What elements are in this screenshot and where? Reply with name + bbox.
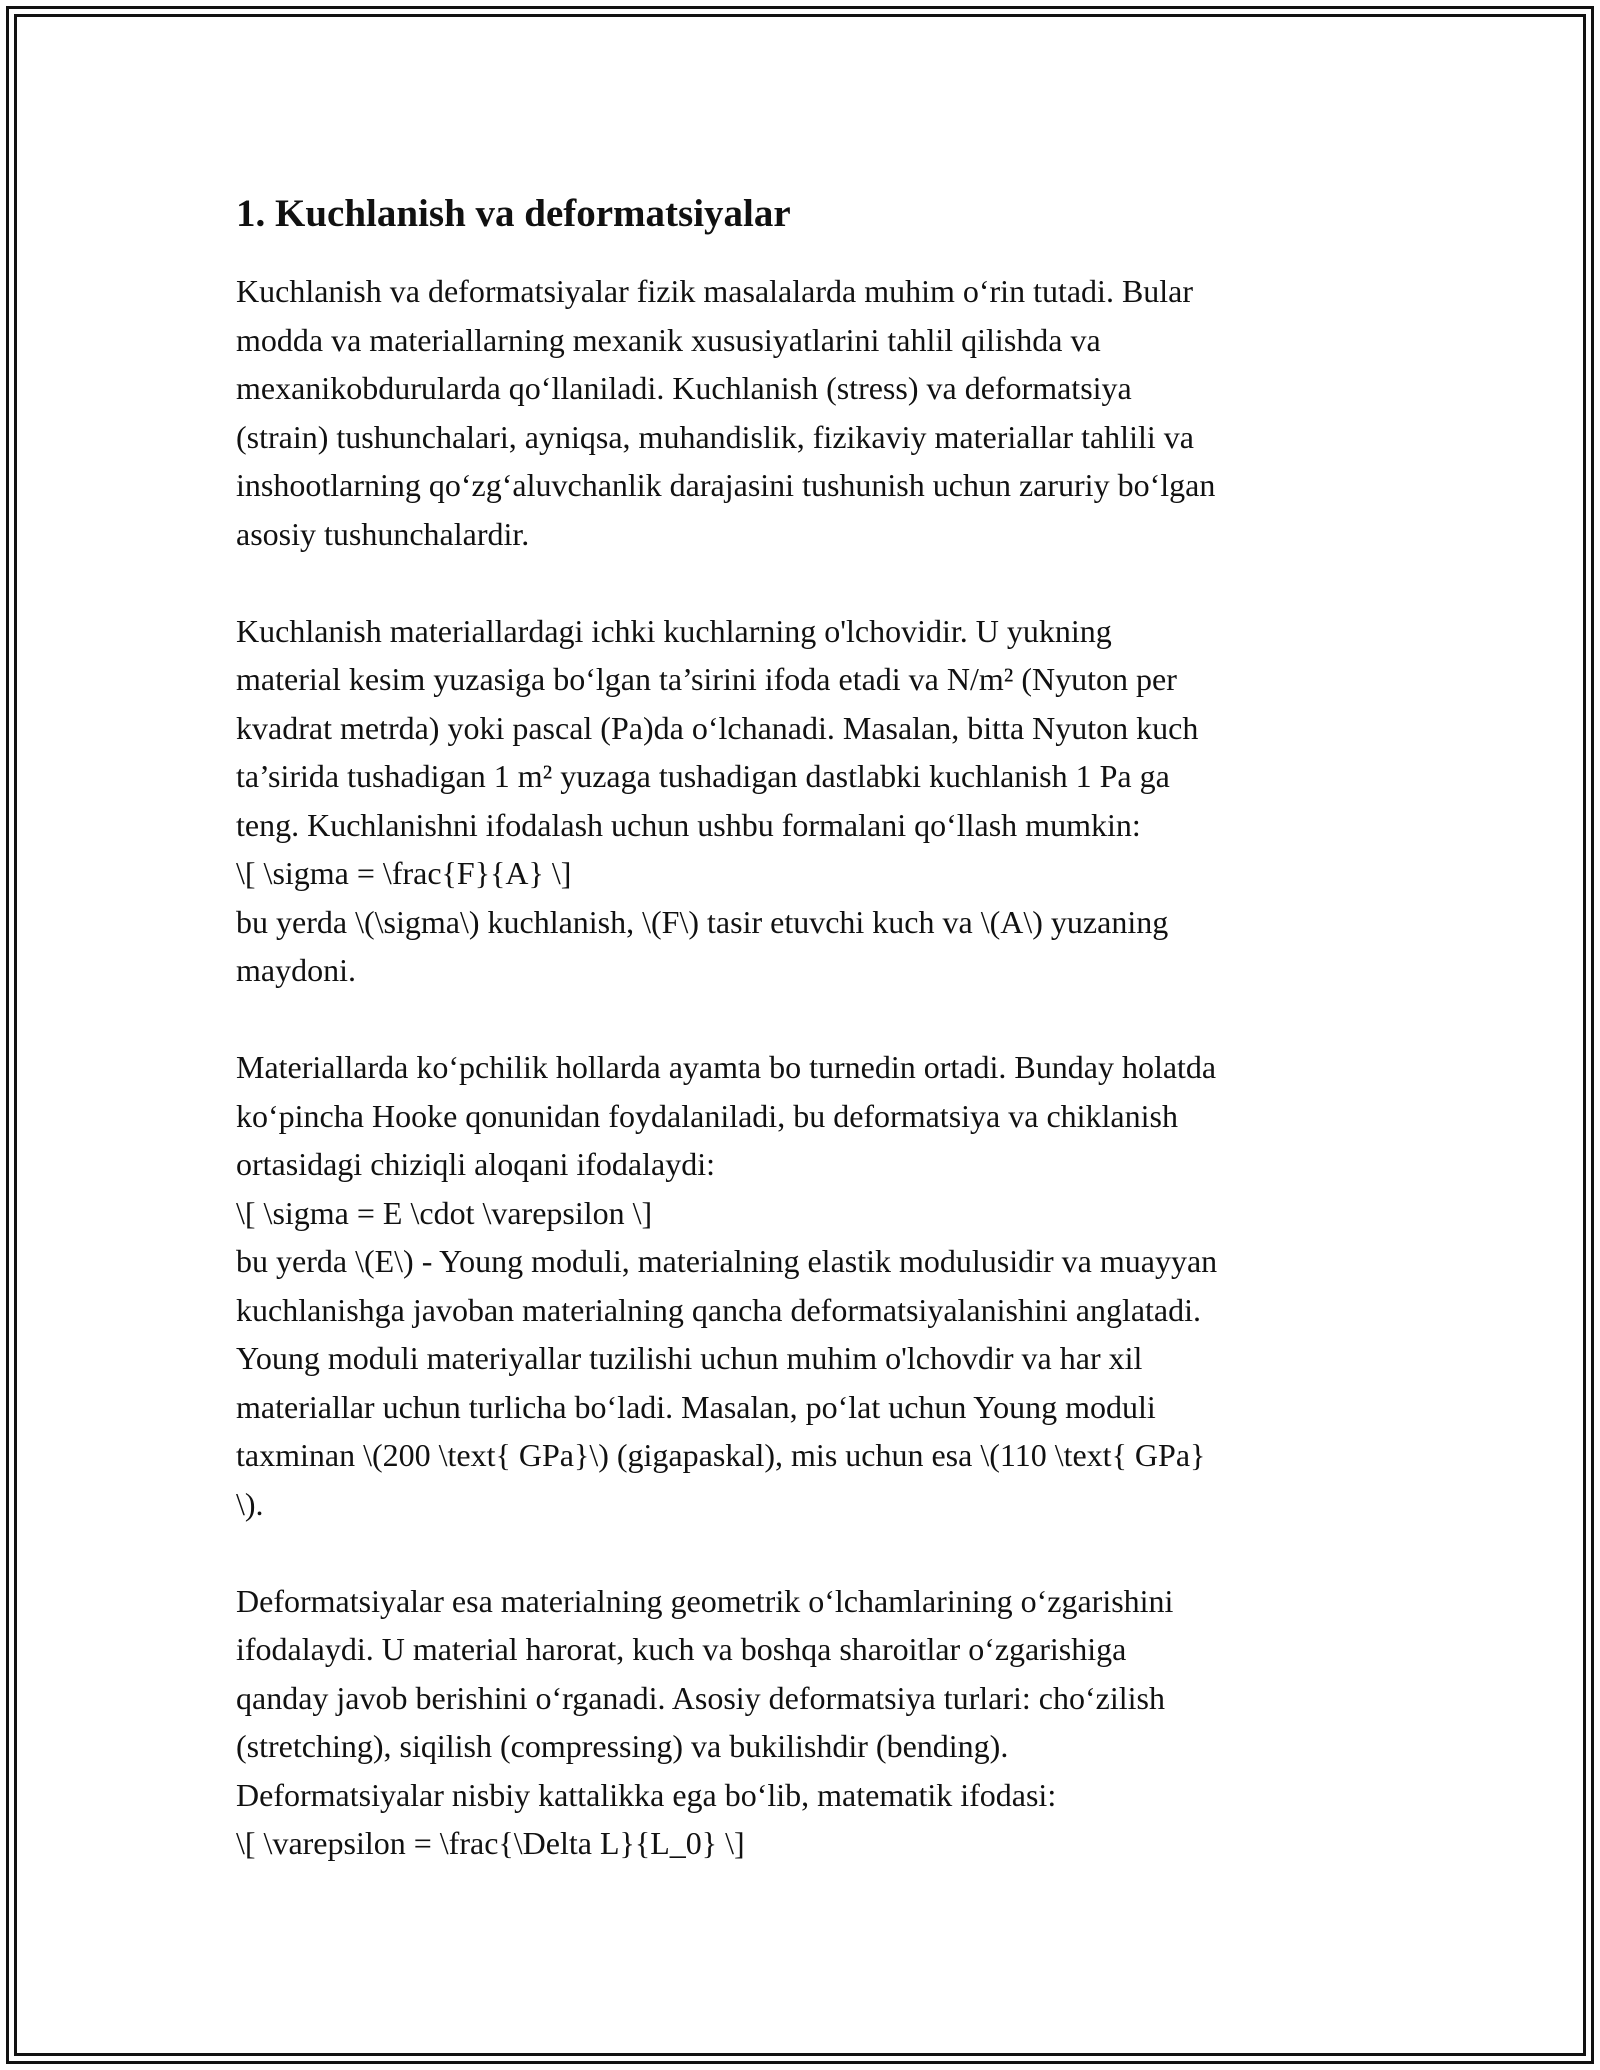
text-line: \[ \sigma = \frac{F}{A} \]: [236, 855, 572, 891]
text-line: Materiallarda ko‘pchilik hollarda ayamta bo turnedin ortadi. Bunday holatda: [236, 1049, 1217, 1085]
text-line: ko‘pincha Hooke qonunidan foydalaniladi, bu deformatsiya va chiklanish: [236, 1097, 1178, 1134]
text-line: teng. Kuchlanishni ifodalash uchun ushbu formalani qo‘llash mumkin:: [236, 806, 1141, 843]
paragraph: [236, 267, 1376, 558]
text-line: taxminan \(200 \text{ GPa}\) (gigapaskal), mis uchun esa \(110 \text{ GPa}: [236, 1437, 1206, 1473]
text-line: ifodalaydi. U material harorat, kuch va boshqa sharoitlar o‘zgarishiga: [236, 1631, 1127, 1667]
text-line: kuchlanishga javoban materialning qancha deformatsiyalanishini anglatadi.: [236, 1291, 1202, 1328]
text-line: Deformatsiyalar nisbiy kattalikka ega bo‘lib, matematik ifodasi:: [236, 1776, 1057, 1813]
text-line: \[ \sigma = E \cdot \varepsilon \]: [236, 1194, 653, 1231]
text-line: kvadrat metrda) yoki pascal (Pa)da o‘lchanadi. Masalan, bitta Nyuton kuch: [236, 709, 1199, 746]
text-line: inshootlarning qo‘zg‘aluvchanlik darajasini tushunish uchun zaruriy bo‘lgan: [236, 467, 1216, 503]
text-line: ta’sirida tushadigan 1 m² yuzaga tushadigan dastlabki kuchlanish 1 Pa ga: [236, 758, 1170, 794]
paragraph: [236, 1043, 1376, 1528]
text-line: bu yerda \(E\) - Young moduli, materialning elastik modulusidir va muayyan: [236, 1243, 1218, 1279]
text-line: modda va materiallarning mexanik xususiyatlarini tahlil qilishda va: [236, 321, 1101, 358]
text-line: Kuchlanish va deformatsiyalar fizik masalalarda muhim o‘rin tutadi. Bular: [236, 273, 1194, 309]
text-line: Kuchlanish materiallardagi ichki kuchlarning o'lchovidir. U yukning: [236, 612, 1112, 649]
paragraph-container: [236, 267, 1376, 1868]
text-line: (strain) tushunchalari, ayniqsa, muhandislik, fizikaviy materiallar tahlili va: [236, 418, 1194, 455]
text-line: material kesim yuzasiga bo‘lgan ta’sirini ifoda etadi va N/m² (Nyuton per: [236, 661, 1177, 697]
paragraph: [236, 1577, 1376, 1868]
paragraph: [236, 607, 1376, 995]
text-line: Young moduli materiyallar tuzilishi uchun muhim o'lchovdir va har xil: [236, 1340, 1143, 1376]
text-line: mexanikobdurularda qo‘llaniladi. Kuchlanish (stress) va deformatsiya: [236, 370, 1132, 406]
text-line: qanday javob berishini o‘rganadi. Asosiy deformatsiya turlari: cho‘zilish: [236, 1679, 1165, 1716]
text-line: (stretching), siqilish (compressing) va bukilishdir (bending).: [236, 1728, 1009, 1764]
text-line: ortasidagi chiziqli aloqani ifodalaydi:: [236, 1146, 715, 1182]
text-line: materiallar uchun turlicha bo‘ladi. Masalan, po‘lat uchun Young moduli: [236, 1388, 1156, 1425]
text-line: maydoni.: [236, 952, 356, 988]
section-heading: 1. Kuchlanish va deformatsiyalar: [236, 192, 791, 235]
text-line: \[ \varepsilon = \frac{\Delta L}{L_0} \]: [236, 1825, 745, 1861]
text-line: Deformatsiyalar esa materialning geometrik o‘lchamlarining o‘zgarishini: [236, 1582, 1174, 1619]
text-line: bu yerda \(\sigma\) kuchlanish, \(F\) tasir etuvchi kuch va \(A\) yuzaning: [236, 903, 1169, 940]
text-line: \).: [236, 1485, 264, 1522]
document-body: [236, 185, 1376, 1916]
text-line: asosiy tushunchalardir.: [236, 515, 530, 552]
